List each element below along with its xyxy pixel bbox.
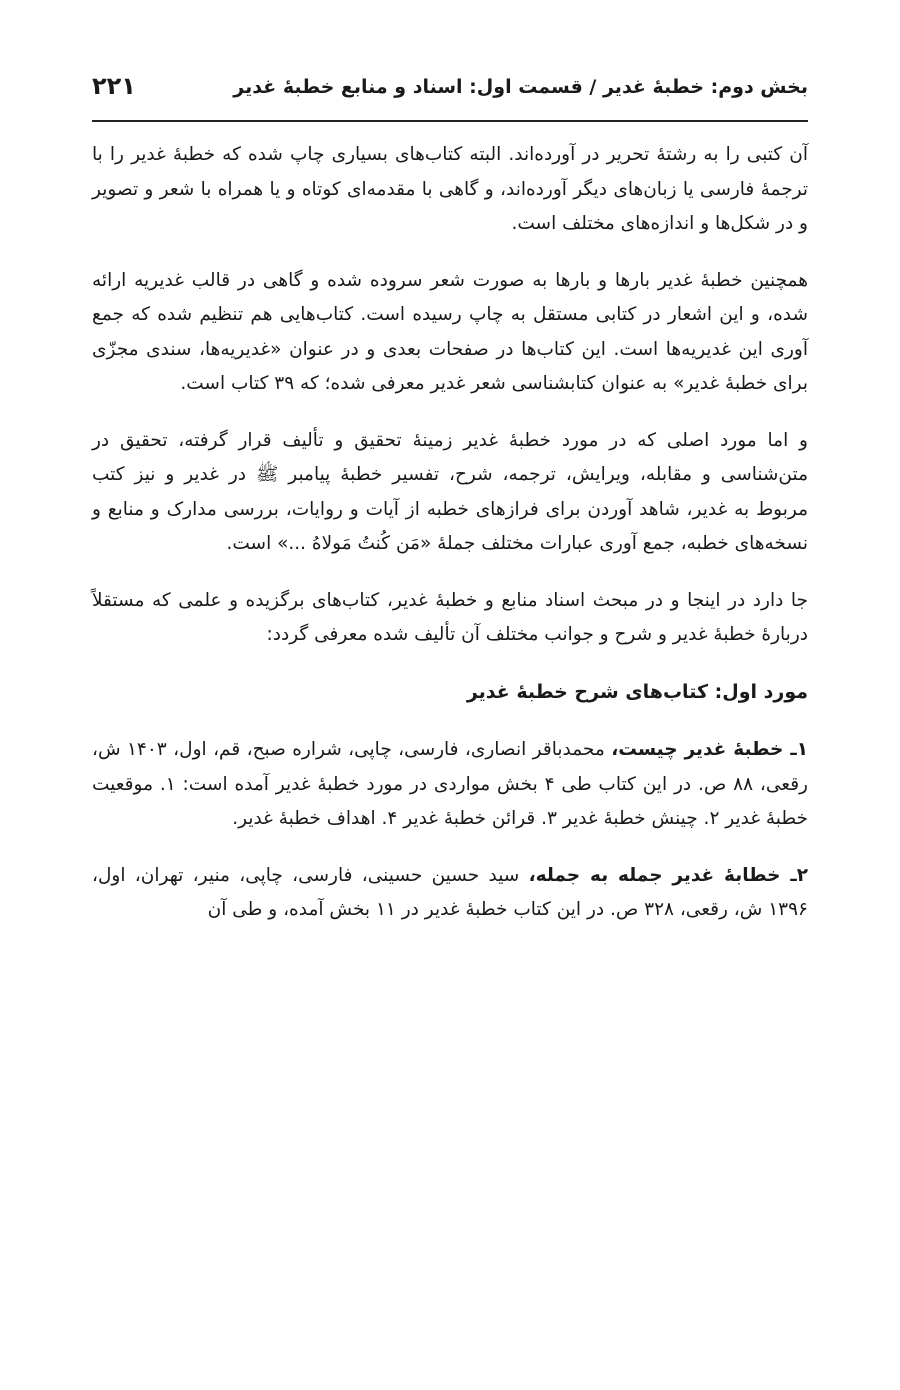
book-entry (92, 859, 808, 928)
running-head: بخش دوم: خطبهٔ غدیر / قسمت اول: اسناد و منابع خطبهٔ غدیر (233, 76, 808, 98)
book-entry-text: سید حسین حسینی، فارسی، چاپی، منیر، تهران، اول، ۱۳۹۶ ش، رقعی، ۳۲۸ ص. در این کتاب خطبهٔ غدیر در ۱۱ بخش آمده، و طی آن (92, 864, 808, 920)
book-entry (92, 733, 808, 837)
paragraph: آن کتبی را به رشتهٔ تحریر در آورده‌اند. البته کتاب‌های بسیاری چاپ شده که خطبهٔ غدیر را با ترجمهٔ فارسی یا زبان‌های دیگر آورده‌اند، و گاهی با مقدمه‌ای کوتاه و یا همراه با شعر و تصویر و در شکل‌ها و اندازه‌های مختلف است. (92, 144, 808, 234)
book-entry-title: ۲ـ خطابهٔ غدیر جمله به جمله، (528, 864, 808, 886)
paragraph: همچنین خطبهٔ غدیر بارها و بارها به صورت شعر سروده شده و گاهی در قالب غدیریه ارائه شده، و این اشعار در کتابی مستقل به چاپ رسیده است. کتاب‌هایی هم تنظیم شده که جمع آوری این غدیریه‌ها است. این کتاب‌ها در صفحات بعدی و در عنوان «غدیریه‌ها، سندی مجزّی برای خطبهٔ غدیر» به عنوان کتابشناسی شعر غدیر معرفی شده؛ که ۳۹ کتاب است. (92, 269, 808, 394)
book-entry-title: ۱ـ خطبهٔ غدیر چیست، (611, 739, 808, 760)
book-entry-text: محمدباقر انصاری، فارسی، چاپی، شراره صبح، قم، اول، ۱۴۰۳ ش، رقعی، ۸۸ ص. در این کتاب طی ۴ بخش مواردی در مورد خطبهٔ غدیر آمده است: ۱. موقعیت خطبهٔ غدیر ۲. چینش خطبهٔ غدیر ۳. قرائن خطبهٔ غدیر ۴. اهداف خطبهٔ غدیر. (92, 739, 808, 829)
paragraph: جا دارد در اینجا و در مبحث اسناد منابع و خطبهٔ غدیر، کتاب‌های برگزیده و علمی که مستقلاً دربارهٔ خطبهٔ غدیر و شرح و جوانب مختلف آن تألیف شده معرفی گردد: (92, 589, 808, 645)
page-number: ۲۲۱ (92, 72, 136, 100)
paragraph: و اما مورد اصلی که در مورد خطبهٔ غدیر زمینهٔ تحقیق و تألیف قرار گرفته، تحقیق در متن‌شناسی و مقابله، ویرایش، ترجمه، شرح، تفسیر خطبهٔ پیامبر ﷺ در غدیر و نیز کتب مربوط به غدیر، شاهد آوردن برای فرازهای خطبه از آیات و روایات، بررسی مدارک و منابع و نسخه‌های خطبه، جمع آوری عبارات مختلف جملهٔ «مَن کُنتُ مَولاهُ ...» است. (92, 429, 808, 554)
page-header (92, 70, 808, 122)
section-heading: مورد اول: کتاب‌های شرح خطبهٔ غدیر (466, 680, 808, 703)
page-body (92, 138, 808, 950)
